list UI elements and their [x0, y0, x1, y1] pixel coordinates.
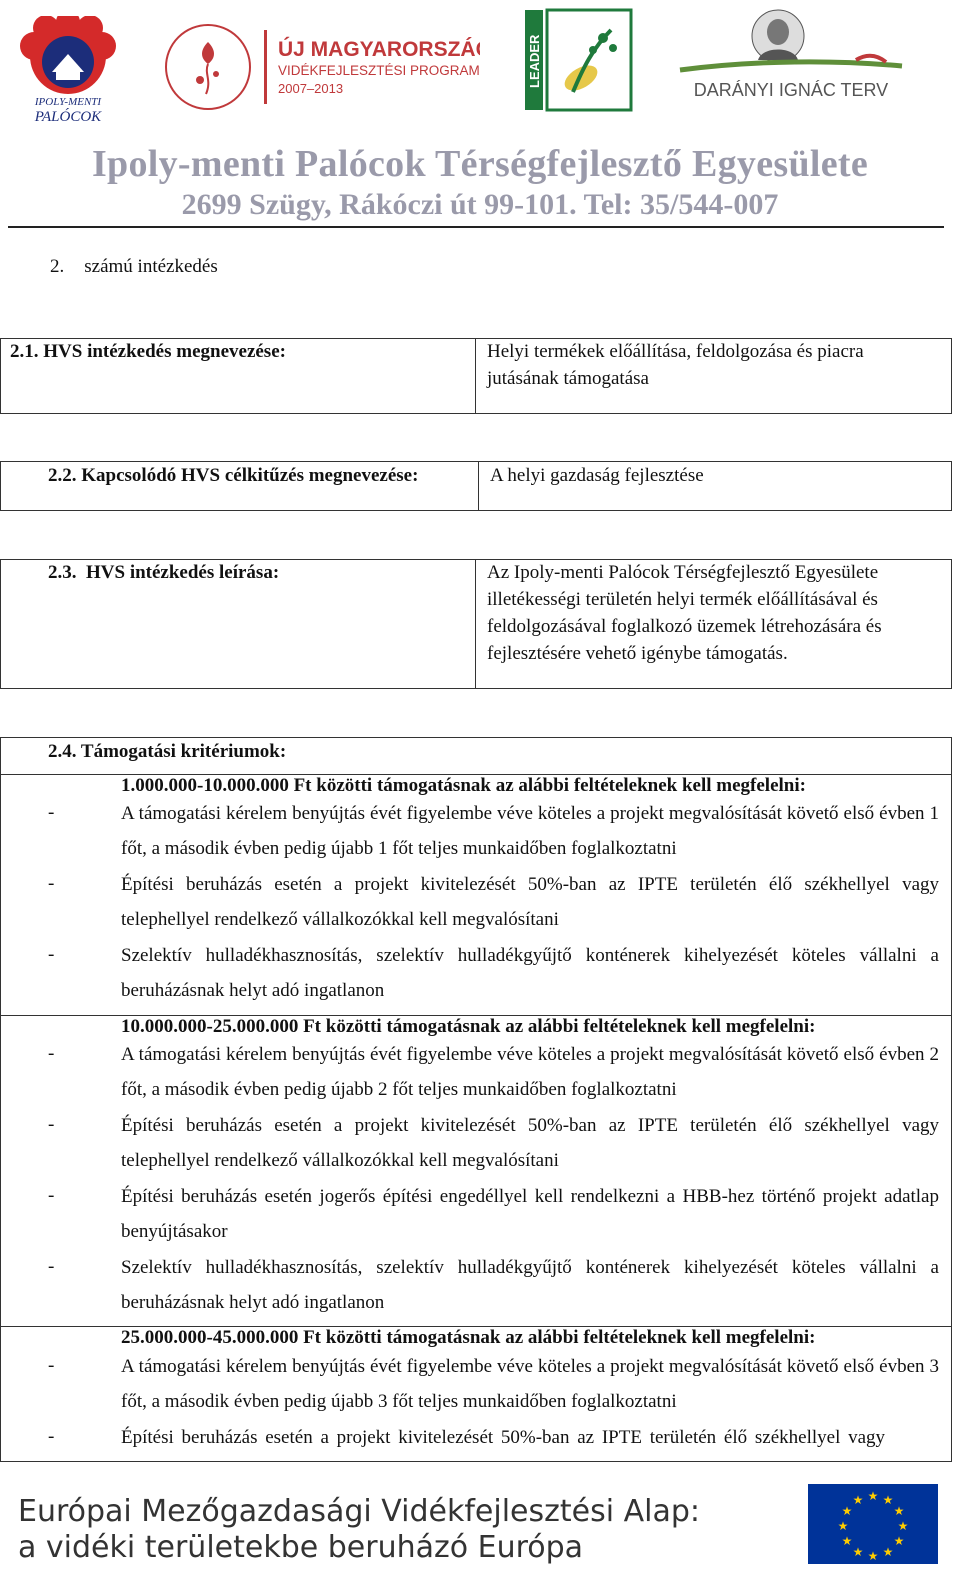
criteria-group-3-dash-1: - — [48, 1355, 55, 1376]
uj-magyarorszag-logo — [160, 22, 480, 112]
header-divider — [8, 226, 944, 228]
row-2-3-value-line-1: Az Ipoly-menti Palócok Térségfejlesztő Egyesülete — [487, 562, 879, 583]
daranyi-ignac-terv-logo — [676, 6, 906, 106]
um-years: 2007–2013 — [278, 81, 344, 96]
logo-ipoly-line2: PALÓCOK — [34, 109, 102, 125]
svg-text:★: ★ — [852, 1545, 864, 1559]
svg-text:★: ★ — [867, 1549, 879, 1563]
logo-ipoly-line1: IPOLY-MENTI — [34, 96, 102, 108]
measure-title — [50, 256, 218, 278]
row-2-2-divider — [478, 461, 479, 511]
criteria-group-2-item-1: A támogatási kérelem benyújtás évét figyelembe véve köteles a projekt megvalósítását követő első évben 2 főt, a második évben pedig újabb 2 főt teljes munkaidőben foglalkoztatni — [121, 1044, 939, 1100]
criteria-group-2-dash-3: - — [48, 1185, 55, 1206]
svg-text:★: ★ — [897, 1519, 909, 1533]
svg-text:★: ★ — [893, 1504, 905, 1518]
organization-name: Ipoly-menti Palócok Térségfejlesztő Egyesülete — [91, 143, 869, 185]
criteria-group-2-item-2: Építési beruházás esetén a projekt kivitelezését 50%-ban az IPTE területén élő székhellyel vagy telephellyel rendelkező vállalkozókkal kell megvalósítani — [121, 1115, 939, 1171]
eu-stars-icon — [808, 1484, 938, 1564]
row-2-3-value-line-3: feldolgozásával foglalkozó üzemek létrehozására és — [487, 616, 882, 637]
um-title: ÚJ MAGYARORSZÁG — [278, 38, 480, 61]
row-2-3-label: 2.3. HVS intézkedés leírása: — [48, 562, 280, 583]
leader-text: LEADER — [527, 34, 542, 88]
criteria-group-2-dash-1: - — [48, 1043, 55, 1064]
svg-text:★: ★ — [867, 1489, 879, 1503]
criteria-group-3-item-2: Építési beruházás esetén a projekt kivitelezését 50%-ban az IPTE területén élő székhellyel vagy — [121, 1427, 886, 1448]
svg-text:★: ★ — [837, 1519, 849, 1533]
criteria-group-2-item-3: Építési beruházás esetén jogerős építési engedéllyel kell rendelkezni a HBB-hez történő projekt adatlap benyújtásakor — [121, 1186, 939, 1242]
row-2-1-value-line-2: jutásának támogatása — [487, 368, 649, 389]
svg-text:★: ★ — [841, 1534, 853, 1548]
measure-label: számú intézkedés — [84, 256, 218, 277]
measure-number: 2. — [50, 256, 65, 277]
eu-flag — [808, 1484, 938, 1564]
row-2-2-label: 2.2. Kapcsolódó HVS célkitűzés megnevezése: — [48, 465, 419, 486]
criteria-group-1-heading: 1.000.000-10.000.000 Ft közötti támogatásnak az alábbi feltételeknek kell megfelelni: — [121, 775, 806, 796]
criteria-group-1-item-2: Építési beruházás esetén a projekt kivitelezését 50%-ban az IPTE területén élő székhellyel vagy telephellyel rendelkező vállalkozókkal kell megvalósítani — [121, 874, 939, 930]
organization-address: 2699 Szügy, Rákóczi út 99-101. Tel: 35/544-007 — [181, 188, 779, 221]
daranyi-text: DARÁNYI IGNÁC TERV — [693, 80, 889, 100]
row-2-3-value-line-4: fejlesztésére vehető igénybe támogatás. — [487, 643, 788, 664]
criteria-group-2-dash-2: - — [48, 1114, 55, 1135]
criteria-group-2-heading: 10.000.000-25.000.000 Ft közötti támogatásnak az alábbi feltételeknek kell megfelelni: — [121, 1016, 816, 1037]
row-2-1-divider — [475, 338, 476, 414]
row-2-2-value: A helyi gazdaság fejlesztése — [490, 465, 704, 486]
ipoly-palocok-logo — [12, 16, 124, 126]
criteria-group-2-dash-4: - — [48, 1256, 55, 1277]
footer-line-1: Európai Mezőgazdasági Vidékfejlesztési Alap: — [18, 1494, 700, 1529]
criteria-title: 2.4. Támogatási kritériumok: — [48, 741, 287, 762]
criteria-group-1-item-3: Szelektív hulladékhasznosítás, szelektív hulladékgyűjtő konténerek kihelyezését köteles vállalni a beruházásnak helyt adó ingatlanon — [121, 945, 939, 1001]
criteria-group-1-dash-3: - — [48, 944, 55, 965]
um-subtitle: VIDÉKFEJLESZTÉSI PROGRAM — [278, 63, 480, 78]
criteria-group-1-dash-2: - — [48, 873, 55, 894]
svg-text:★: ★ — [882, 1545, 894, 1559]
criteria-group-3-item-1: A támogatási kérelem benyújtás évét figyelembe véve köteles a projekt megvalósítását követő első évben 3 főt, a második évben pedig újabb 3 főt teljes munkaidőben foglalkoztatni — [121, 1356, 939, 1412]
row-2-1-value-line-1: Helyi termékek előállítása, feldolgozása és piacra — [487, 341, 864, 362]
criteria-group-3-heading: 25.000.000-45.000.000 Ft közötti támogatásnak az alábbi feltételeknek kell megfelelni: — [121, 1327, 816, 1348]
criteria-group-2-item-4: Szelektív hulladékhasznosítás, szelektív hulladékgyűjtő konténerek kihelyezését köteles vállalni a beruházásnak helyt adó ingatlanon — [121, 1257, 939, 1313]
criteria-group-3-dash-2: - — [48, 1426, 55, 1447]
svg-text:★: ★ — [852, 1493, 864, 1507]
svg-text:★: ★ — [882, 1493, 894, 1507]
row-2-3-divider — [475, 559, 476, 689]
criteria-group-1-dash-1: - — [48, 802, 55, 823]
row-2-1-label: 2.1. HVS intézkedés megnevezése: — [10, 341, 286, 362]
row-2-3-value-line-2: illetékességi területén helyi termék előállításával és — [487, 589, 878, 610]
svg-text:★: ★ — [841, 1504, 853, 1518]
footer-line-2: a vidéki területekbe beruházó Európa — [18, 1530, 584, 1565]
criteria-group-1-item-1: A támogatási kérelem benyújtás évét figyelembe véve köteles a projekt megvalósítását követő első évben 1 főt, a második évben pedig újabb 1 főt teljes munkaidőben foglalkoztatni — [121, 803, 939, 859]
svg-text:★: ★ — [893, 1534, 905, 1548]
leader-logo — [523, 8, 633, 112]
